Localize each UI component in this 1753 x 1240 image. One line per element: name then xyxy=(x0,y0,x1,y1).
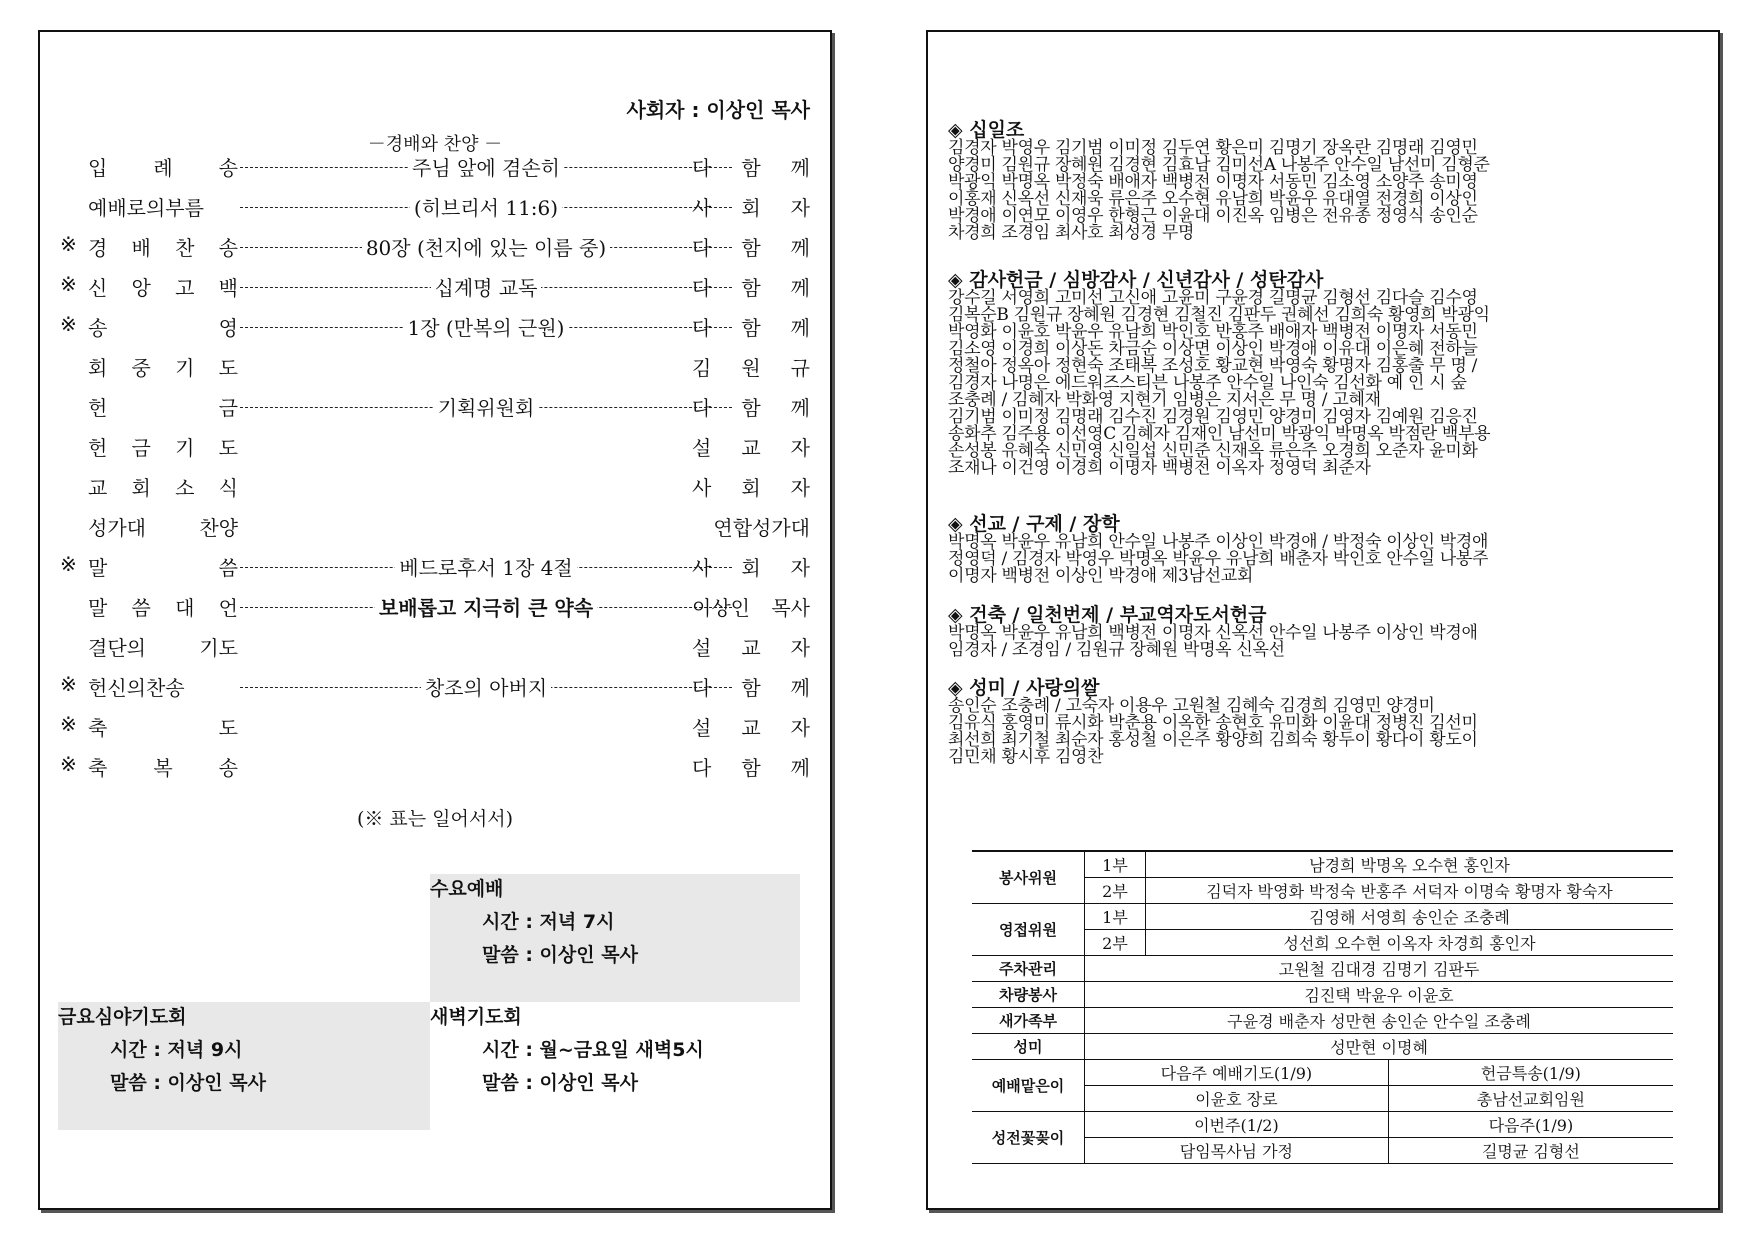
section-title: ◈ 감사헌금 / 심방감사 / 신년감사 / 성탄감사 xyxy=(948,269,1324,291)
label-worship: 예배맡은이 xyxy=(972,1060,1085,1112)
worship-value-2: 총남선교회임원 xyxy=(1388,1086,1673,1112)
dawn-sermon: 말씀 : 이상인 목사 xyxy=(482,1072,638,1094)
order-row xyxy=(60,672,810,712)
standing-note: (※ 표는 일어서서) xyxy=(356,808,514,830)
presider-label: 사회자 : 이상인 목사 xyxy=(626,98,810,122)
order-item-leader: 다 함 께 xyxy=(692,396,810,420)
order-item-name: 헌신의찬송 xyxy=(88,676,185,700)
order-item-name: 신 앙 고 백 xyxy=(88,276,238,300)
section-rice xyxy=(948,678,1693,766)
order-item-leader: 연합성가대 xyxy=(713,516,810,540)
flowers-value-1: 담임목사님 가정 xyxy=(1085,1138,1389,1164)
order-item-name: 경 배 찬 송 xyxy=(88,236,238,260)
rice-names: 성만현 이명혜 xyxy=(1085,1034,1674,1060)
order-item-leader: 설 교 자 xyxy=(692,636,810,660)
order-item-name: 축 복 송 xyxy=(88,756,238,780)
wednesday-sermon: 말씀 : 이상인 목사 xyxy=(482,944,638,966)
wednesday-title: 수요예배 xyxy=(430,878,504,900)
dawn-title: 새벽기도회 xyxy=(430,1006,522,1028)
standing-mark: ※ xyxy=(60,312,77,336)
detail-text: 베드로후서 1장 4절 xyxy=(395,556,576,580)
friday-time: 시간 : 저녁 9시 xyxy=(110,1039,243,1061)
order-row xyxy=(60,512,810,552)
order-item-detail xyxy=(240,272,732,301)
dawn-box xyxy=(430,1002,800,1102)
order-row xyxy=(60,232,810,272)
order-row xyxy=(60,192,810,232)
order-item-detail xyxy=(240,152,732,181)
order-row xyxy=(60,152,810,192)
order-item-name: 말 씀 대 언 xyxy=(88,596,238,620)
order-item-leader: 사 회 자 xyxy=(692,556,810,580)
parking-names: 고원철 김대경 김명기 김판두 xyxy=(1085,956,1674,982)
order-item-detail xyxy=(240,552,732,581)
section-thanksgiving xyxy=(948,270,1693,477)
order-item-name: 축 도 xyxy=(88,716,238,740)
order-row xyxy=(60,552,810,592)
standing-mark: ※ xyxy=(60,672,77,696)
section-title: ◈ 성미 / 사랑의쌀 xyxy=(948,677,1100,699)
order-item-name: 회 중 기 도 xyxy=(88,356,238,380)
standing-mark: ※ xyxy=(60,272,77,296)
order-item-name: 송 영 xyxy=(88,316,238,340)
detail-text: (히브리서 11:6) xyxy=(410,196,562,220)
order-row xyxy=(60,392,810,432)
order-item-name: 헌 금 xyxy=(88,396,238,420)
service-table xyxy=(972,850,1673,1164)
order-item-leader: 설 교 자 xyxy=(692,436,810,460)
label-rice: 성미 xyxy=(972,1034,1085,1060)
order-item-name: 말 씀 xyxy=(88,556,238,580)
order-item-leader: 다 함 께 xyxy=(692,756,810,780)
order-item-detail xyxy=(240,192,732,221)
order-row xyxy=(60,472,810,512)
dawn-time: 시간 : 월~금요일 새벽5시 xyxy=(482,1039,704,1061)
flowers-header-2: 다음주(1/9) xyxy=(1388,1112,1673,1138)
section-mission xyxy=(948,514,1693,585)
order-item-name: 성가대 찬양 xyxy=(88,516,238,540)
section-names: 박명옥 박윤우 유남희 백병전 이명자 신옥선 안수일 나봉주 이상인 박경애 임경자 / 조경임 / 김원규 장혜원 박명옥 신옥선 xyxy=(948,623,1478,660)
label-youngjeop: 영접위원 xyxy=(972,904,1085,956)
order-item-name: 교 회 소 식 xyxy=(88,476,238,500)
friday-title: 금요심야기도회 xyxy=(58,1006,187,1028)
order-row xyxy=(60,752,810,792)
order-item-leader: 사 회 자 xyxy=(692,196,810,220)
order-item-detail xyxy=(240,392,732,421)
order-item-leader: 다 함 께 xyxy=(692,316,810,340)
order-item-name: 헌 금 기 도 xyxy=(88,436,238,460)
section-title: ◈ 건축 / 일천번제 / 부교역자도서헌금 xyxy=(948,604,1267,626)
section-names: 박명옥 박윤우 유남희 안수일 나봉주 이상인 박경애 / 박정숙 이상인 박경애 정영덕 / 김경자 박영우 박명옥 박윤우 유남희 배춘자 박인호 안수일 나봉주 이명자 백병전 이상인 박경애 제3남선교회 xyxy=(948,532,1489,586)
order-title: －경배와 찬양 － xyxy=(367,134,503,155)
section-names: 강수길 서영희 고미선 고신애 고윤미 구윤경 길명균 김형선 김다슬 김수영 김복순B 김원규 장혜원 김경현 김철진 김판두 권혜선 김희숙 황영희 박광익 박영화 이윤호 박윤우 유남희 박인호 반홍주 배애자 백병전 이명자 서동민 김소영 이경희 이상돈 차금순 이상면 이상인 박경애 이유대 이은혜 전하늘 정철아 정옥아 정현숙 조태복 조성호 황교현 박영숙 황명자 김홍출 무 명 / 김경자 나명은 에드워즈스티븐 나봉주 안수일 나인숙 김선화 예 인 시 숲 조충례 / 김혜자 박화영 지현기 임병은 지서은 무 명 / 고혜재 김기범 이미정 김명래 김수진 김경원 김영민 양경미 김영자 김예원 김응진 송화추 김주용 이선영C 김혜자 김재인 남선미 박광익 박명옥 박점란 백부용 손성봉 유혜숙 신민영 신일섭 신민준 신재옥 류은주 오경희 오준자 윤미화 조재나 이건영 이경희 이명자 백병전 이옥자 정영덕 최준자 xyxy=(948,288,1491,478)
label-bongsa: 봉사위원 xyxy=(972,851,1085,904)
order-item-name: 예배로의부름 xyxy=(88,196,204,220)
label-flowers: 성전꽃꽂이 xyxy=(972,1112,1085,1164)
order-item-leader: 다 함 께 xyxy=(692,276,810,300)
offerings-panel xyxy=(926,30,1720,1210)
wednesday-time: 시간 : 저녁 7시 xyxy=(482,911,615,933)
section-names: 송인순 조충례 / 고숙자 이용우 고원철 김혜숙 김경희 김영민 양경미 김유식 홍영미 류시화 박춘용 이옥한 송현호 유미화 이윤대 정병진 김선미 최선희 최기철 최순자 홍성철 이은주 황양희 김희숙 황두이 황다이 황도이 김민채 황시후 김영찬 xyxy=(948,696,1478,767)
order-item-detail xyxy=(240,672,732,701)
order-of-worship-panel xyxy=(38,30,832,1210)
order-item-name: 입 례 송 xyxy=(88,156,238,180)
order-item-detail xyxy=(240,592,732,621)
detail-text: 1장 (만복의 근원) xyxy=(404,316,569,340)
detail-text: 십계명 교독 xyxy=(431,276,542,300)
order-row xyxy=(60,592,810,632)
detail-text: 80장 (천지에 있는 이름 중) xyxy=(362,236,610,260)
order-item-detail xyxy=(240,312,732,341)
order-item-detail xyxy=(240,232,732,261)
label-parking: 주차관리 xyxy=(972,956,1085,982)
detail-text: 주님 앞에 겸손히 xyxy=(408,156,564,180)
detail-text: 창조의 아버지 xyxy=(421,676,551,700)
section-title: ◈ 선교 / 구제 / 장학 xyxy=(948,513,1120,535)
order-row xyxy=(60,432,810,472)
order-item-leader: 다 함 께 xyxy=(692,676,810,700)
section-title: ◈ 십일조 xyxy=(948,119,1025,141)
youngjeop-part2: 성선희 오수현 이옥자 차경희 홍인자 xyxy=(1146,930,1674,956)
flowers-value-2: 길명균 김형선 xyxy=(1388,1138,1673,1164)
friday-sermon: 말씀 : 이상인 목사 xyxy=(110,1072,266,1094)
youngjeop-part1: 김영해 서영희 송인순 조충례 xyxy=(1146,904,1674,930)
part-2: 2부 xyxy=(1085,930,1146,956)
section-names: 김경자 박영우 김기범 이미정 김두연 황은미 김명기 장옥란 김명래 김영민 양경미 김원규 장혜원 김경현 김효남 김미선A 나봉주 안수일 남선미 김형준 박광익 박명옥 박정숙 배애자 백병전 이명자 서동민 김소영 소양주 송미영 이홍재 신옥선 신재욱 류은주 오수현 유남희 박윤우 유대열 전경희 이상인 박경애 이연모 이영우 한형근 이윤대 이진옥 임병은 전유종 정영식 송인순 차경희 조경임 최사호 최성경 무명 xyxy=(948,138,1490,243)
order-item-leader: 김 원 규 xyxy=(692,356,810,380)
worship-header-1: 다음주 예배기도(1/9) xyxy=(1085,1060,1389,1086)
part-1: 1부 xyxy=(1085,904,1146,930)
part-2: 2부 xyxy=(1085,878,1146,904)
newfamily-names: 구윤경 배춘자 성만현 송인순 안수일 조충례 xyxy=(1085,1008,1674,1034)
order-item-leader: 다 함 께 xyxy=(692,156,810,180)
label-vehicle: 차량봉사 xyxy=(972,982,1085,1008)
standing-mark: ※ xyxy=(60,752,77,776)
order-row xyxy=(60,632,810,672)
friday-box xyxy=(58,1002,430,1130)
order-item-name: 결단의 기도 xyxy=(88,636,238,660)
order-row xyxy=(60,272,810,312)
vehicle-names: 김진택 박윤우 이윤호 xyxy=(1085,982,1674,1008)
flowers-header-1: 이번주(1/2) xyxy=(1085,1112,1389,1138)
order-item-leader: 사 회 자 xyxy=(692,476,810,500)
part-1: 1부 xyxy=(1085,851,1146,878)
order-row xyxy=(60,312,810,352)
worship-header-2: 헌금특송(1/9) xyxy=(1388,1060,1673,1086)
order-item-leader: 이상인 목사 xyxy=(692,596,810,620)
label-newfamily: 새가족부 xyxy=(972,1008,1085,1034)
bongsa-part1: 남경희 박명옥 오수현 홍인자 xyxy=(1146,851,1674,878)
standing-mark: ※ xyxy=(60,232,77,256)
order-item-leader: 다 함 께 xyxy=(692,236,810,260)
bongsa-part2: 김덕자 박영화 박정숙 반홍주 서덕자 이명숙 황명자 황숙자 xyxy=(1146,878,1674,904)
wednesday-box xyxy=(430,874,800,1002)
detail-text: 보배롭고 지극히 큰 약속 xyxy=(375,596,597,620)
order-item-leader: 설 교 자 xyxy=(692,716,810,740)
section-building xyxy=(948,605,1693,659)
detail-text: 기획위원회 xyxy=(434,396,539,420)
worship-value-1: 이윤호 장로 xyxy=(1085,1086,1389,1112)
standing-mark: ※ xyxy=(60,552,77,576)
standing-mark: ※ xyxy=(60,712,77,736)
section-tithe xyxy=(948,120,1693,242)
order-row xyxy=(60,712,810,752)
order-row xyxy=(60,352,810,392)
